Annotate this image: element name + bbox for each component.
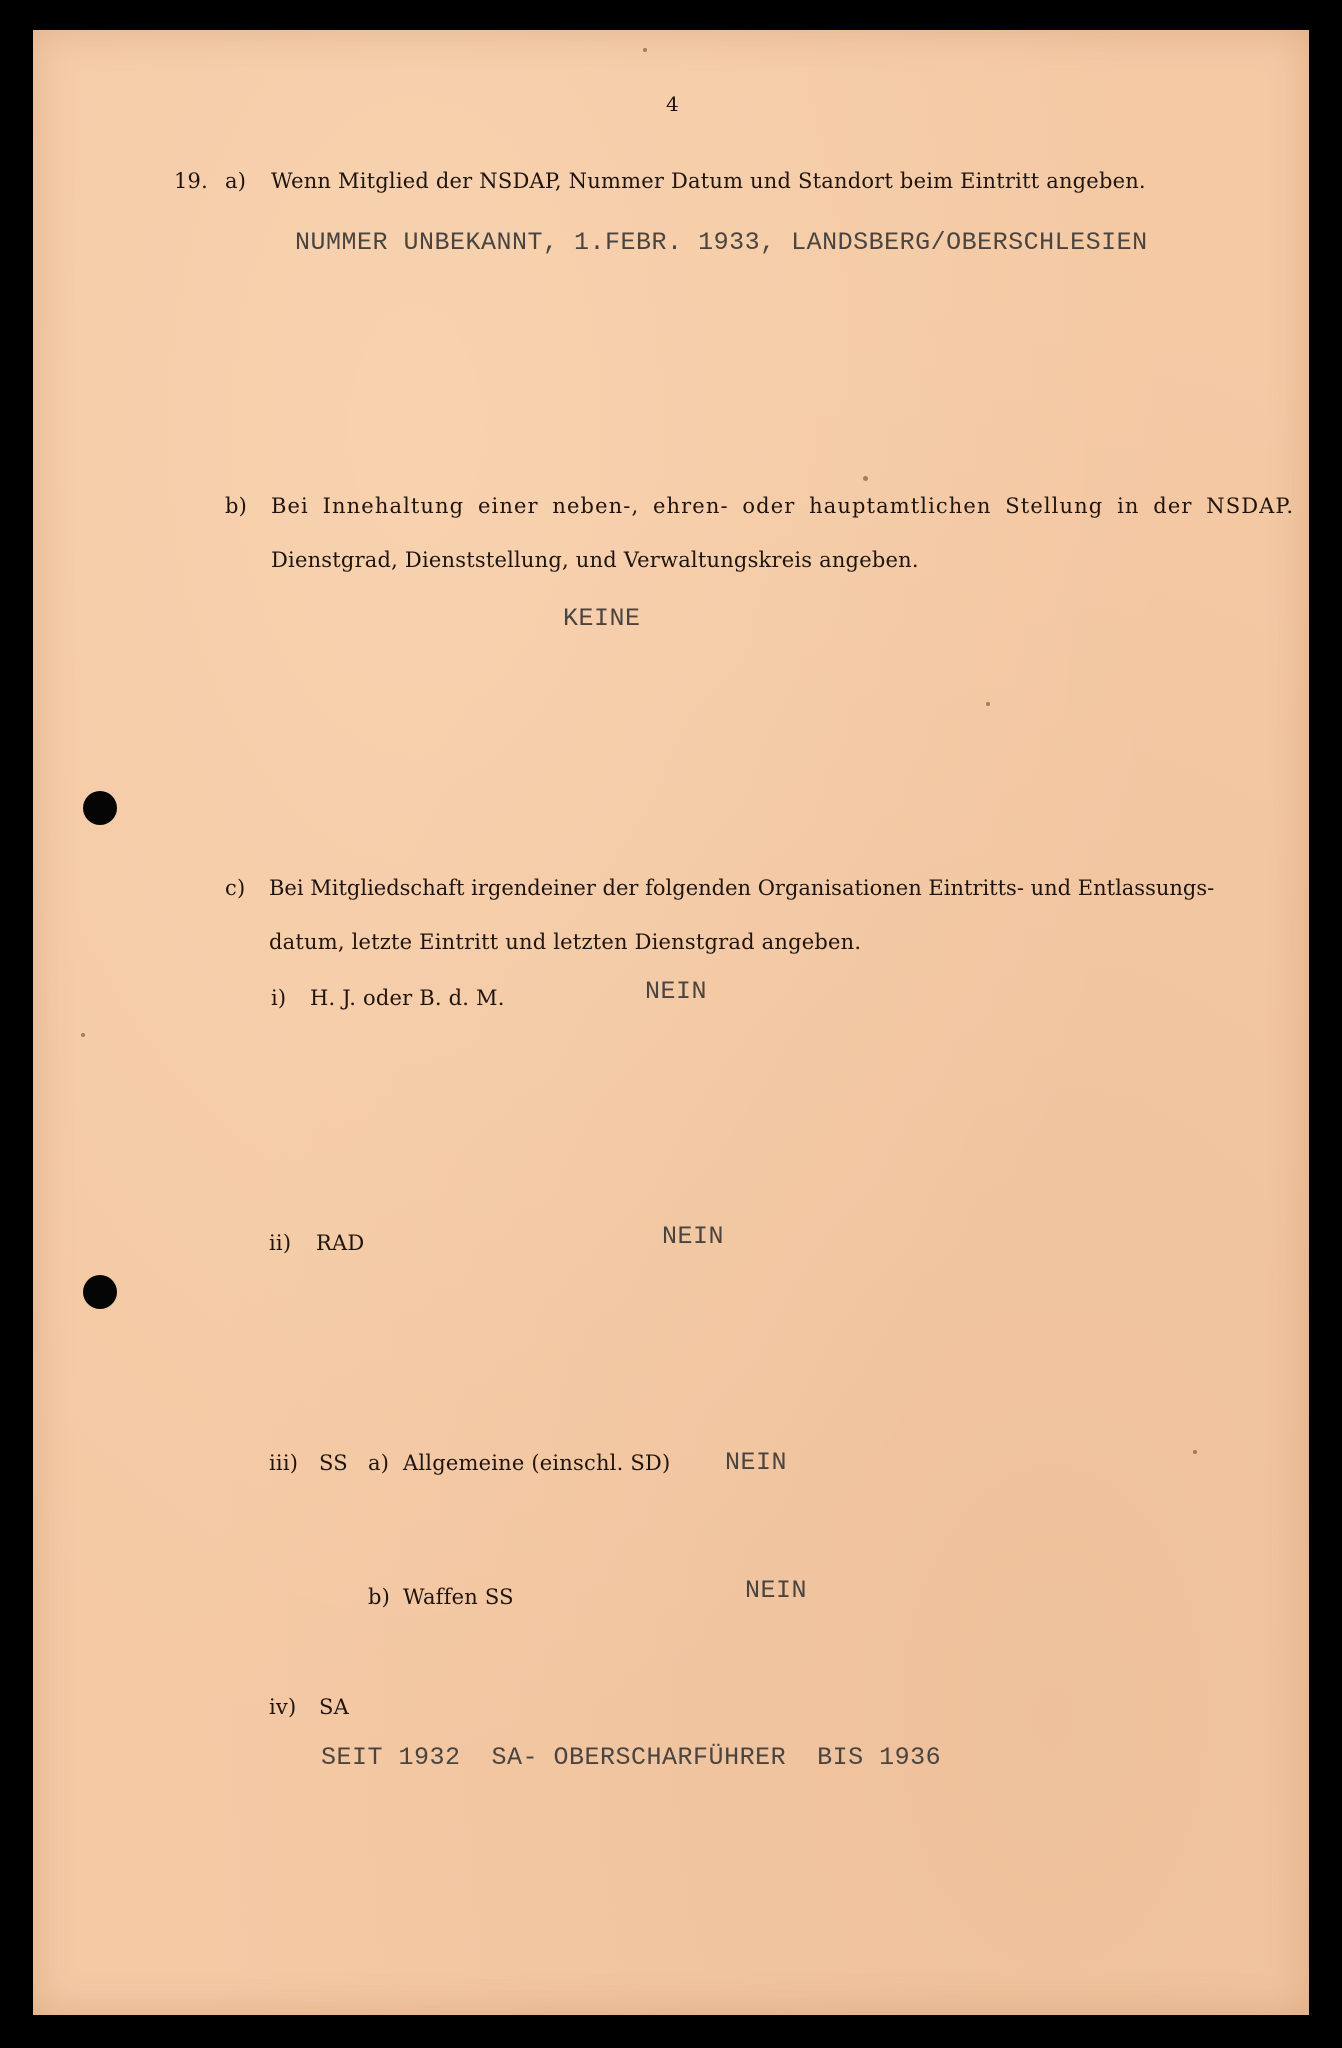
question-c-line1: Bei Mitgliedschaft irgendeiner der folgenden Organisationen Eintritts- und Entlassungs- <box>269 876 1215 900</box>
item-ii-answer: NEIN <box>662 1222 725 1251</box>
paper-speck <box>1193 1450 1197 1454</box>
item-iii-label: iii) <box>269 1451 299 1475</box>
answer-b: KEINE <box>563 604 641 633</box>
item-iii-a-label: a) <box>368 1451 390 1475</box>
paper-speck <box>643 48 647 52</box>
item-iii-name: SS <box>319 1451 348 1475</box>
item-i-label: i) <box>271 986 287 1010</box>
item-i-answer: NEIN <box>645 977 708 1006</box>
item-iii-b-label: b) <box>368 1585 391 1609</box>
paper-speck <box>863 476 868 481</box>
punch-hole-upper <box>83 791 117 825</box>
question-c-line2: datum, letzte Eintritt und letzten Dienstgrad angeben. <box>269 930 862 954</box>
paper-speck <box>81 1033 85 1037</box>
paper-speck <box>986 702 990 706</box>
question-b-line1 <box>271 494 1295 518</box>
punch-hole-lower <box>83 1275 117 1309</box>
item-iii-a-answer: NEIN <box>725 1448 788 1477</box>
item-ii-name: RAD <box>316 1231 365 1255</box>
question-a-text: Wenn Mitglied der NSDAP, Nummer Datum und Standort beim Eintritt angeben. <box>271 169 1146 193</box>
item-iv-answer: SEIT 1932 SA- OBERSCHARFÜHRER BIS 1936 <box>321 1743 942 1772</box>
item-iii-b-name: Waffen SS <box>403 1585 514 1609</box>
page-number: 4 <box>666 92 679 116</box>
question-b-line1-text: Bei Innehaltung einer neben-, ehren- oder hauptamtlichen Stellung in der NSDAP. <box>271 494 1295 518</box>
document-page <box>33 30 1309 2015</box>
answer-a: NUMMER UNBEKANNT, 1.FEBR. 1933, LANDSBERG/OBERSCHLESIEN <box>295 228 1148 257</box>
item-ii-label: ii) <box>269 1231 292 1255</box>
item-i-name: H. J. oder B. d. M. <box>310 986 505 1010</box>
item-iii-b-answer: NEIN <box>745 1576 808 1605</box>
item-iv-label: iv) <box>269 1695 297 1719</box>
item-iv-name: SA <box>319 1695 349 1719</box>
item-iii-a-name: Allgemeine (einschl. SD) <box>403 1451 671 1475</box>
question-a-label: a) <box>225 169 247 193</box>
question-number: 19. <box>174 169 208 193</box>
question-b-label: b) <box>225 494 248 518</box>
question-b-line2: Dienstgrad, Dienststellung, und Verwaltungskreis angeben. <box>271 548 919 572</box>
question-c-label: c) <box>225 876 246 900</box>
